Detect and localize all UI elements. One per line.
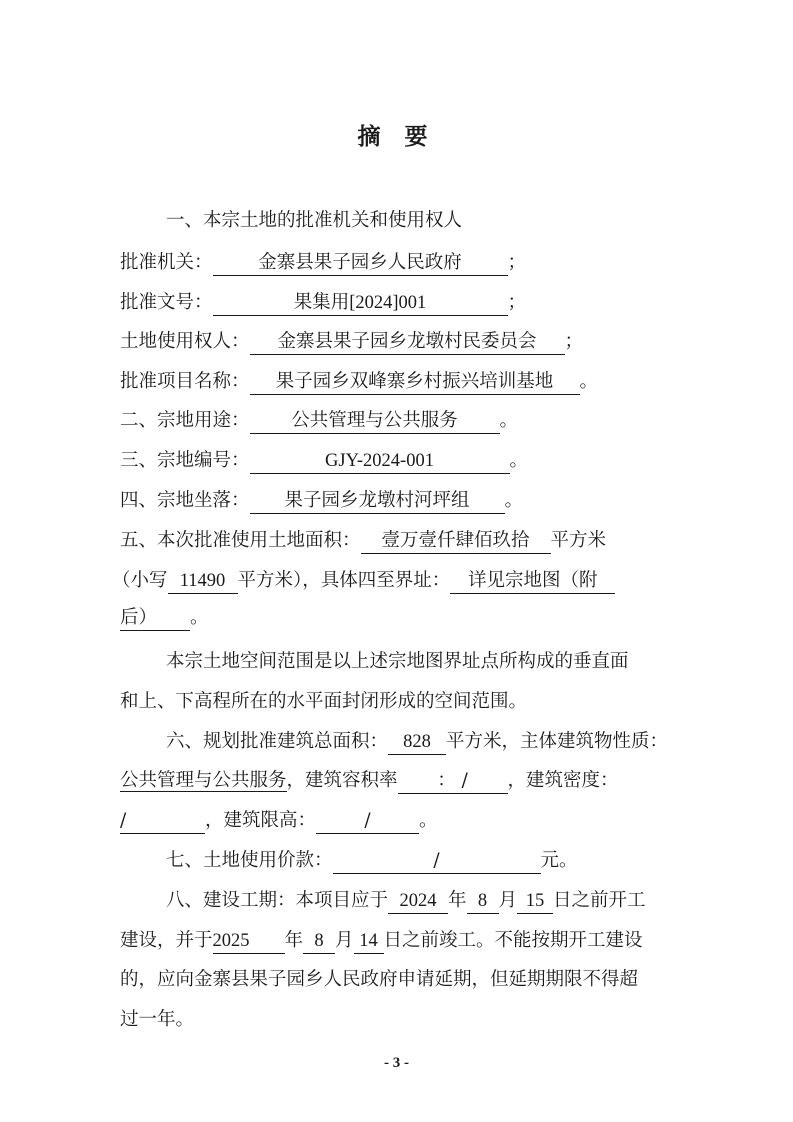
docno-value: 果集用[2024]001 — [213, 291, 508, 316]
building-density-value: / — [120, 809, 205, 834]
period-month-1: 月 — [498, 890, 518, 911]
period-month-2: 月 — [335, 930, 354, 951]
area-value-num: 11490 — [168, 569, 238, 594]
area-row-1 — [120, 527, 680, 555]
building-nature: 公共管理与公共服务 — [120, 770, 287, 791]
owner-row — [120, 328, 680, 356]
period-start-day: 15 — [517, 889, 553, 914]
building-row-3 — [120, 807, 680, 835]
period-row-4: 过一年。 — [120, 1009, 195, 1030]
section-1-heading: 一、本宗土地的批准机关和使用权人 — [166, 210, 463, 231]
area-label: 五、本次批准使用土地面积： — [120, 530, 361, 551]
building-row-2 — [120, 767, 680, 795]
period-l2a: 建设，并于 — [120, 930, 213, 951]
location-row — [120, 487, 680, 515]
period-start-year: 2024 — [388, 889, 448, 914]
building-value: 828 — [388, 730, 446, 755]
area-boundary-a: 详见宗地图（附 — [450, 569, 615, 594]
price-label: 七、土地使用价款： — [166, 850, 333, 871]
docno-row — [120, 289, 680, 317]
period-row-3: 的，应向金寨县果子园乡人民政府申请延期，但延期期限不得超 — [120, 969, 639, 990]
period-end-year: 2025 — [213, 929, 285, 954]
code-end: 。 — [509, 450, 529, 471]
area-end: 。 — [190, 607, 209, 628]
price-value: / — [333, 849, 541, 874]
period-row-1 — [166, 887, 726, 915]
building-far-label: ，建筑容积率 — [286, 770, 398, 791]
approver-label: 批准机关： — [120, 252, 213, 273]
approver-row — [120, 249, 680, 277]
location-value: 果子园乡龙墩村河坪组 — [250, 489, 505, 514]
period-label: 八、建设工期：本项目应于 — [166, 890, 389, 911]
building-label: 六、规划批准建筑总面积： — [166, 731, 389, 752]
docno-label: 批准文号： — [120, 292, 213, 313]
period-row-2 — [120, 927, 680, 955]
approver-end: ； — [507, 252, 527, 273]
building-density-label: ，建筑密度： — [507, 770, 619, 791]
code-label: 三、宗地编号： — [120, 450, 250, 471]
area-boundary-b: 后） — [120, 606, 190, 631]
owner-value: 金寨县果子园乡龙墩村民委员会 — [250, 330, 565, 355]
period-end-day: 14 — [354, 929, 384, 954]
docno-end: ； — [507, 292, 527, 313]
area-row-2 — [112, 567, 672, 595]
page-number: - 3 - — [384, 1055, 409, 1071]
period-start-month: 8 — [467, 889, 499, 914]
space-line-1: 本宗土地空间范围是以上述宗地图界址点所构成的垂直面 — [166, 651, 629, 672]
period-year-2: 年 — [284, 930, 304, 951]
period-end-month: 8 — [303, 929, 335, 954]
building-unit: 平方米，主体建筑物性质： — [446, 731, 669, 752]
approver-value: 金寨县果子园乡人民政府 — [213, 251, 508, 276]
area-small-open: （小写 — [112, 570, 168, 591]
use-end: 。 — [499, 410, 519, 431]
area-small-close: 平方米），具体四至界址： — [237, 570, 451, 591]
location-label: 四、宗地坐落： — [120, 490, 250, 511]
period-day-before-start: 日之前开工 — [553, 890, 646, 911]
project-value: 果子园乡双峰寨乡村振兴培训基地 — [250, 370, 580, 395]
project-label: 批准项目名称： — [120, 371, 250, 392]
building-far-value: ： / — [398, 769, 508, 794]
use-row — [120, 407, 680, 435]
use-value: 公共管理与公共服务 — [250, 409, 500, 434]
owner-label: 土地使用权人： — [120, 331, 250, 352]
page-title: 摘 要 — [357, 124, 436, 150]
owner-end: ； — [564, 331, 584, 352]
period-year-1: 年 — [448, 890, 467, 911]
code-value: GJY-2024-001 — [250, 449, 510, 474]
use-label: 二、宗地用途： — [120, 410, 250, 431]
period-day-before-end: 日之前竣工。不能按期开工建设 — [383, 930, 643, 951]
area-unit: 平方米 — [550, 530, 607, 551]
area-value-cn: 壹万壹仟肆佰玖拾 — [361, 529, 551, 554]
building-row-1 — [166, 728, 726, 756]
project-end: 。 — [579, 371, 599, 392]
price-end: 元。 — [540, 850, 578, 871]
building-end: 。 — [419, 810, 438, 831]
space-line-2: 和上、下高程所在的水平面封闭形成的空间范围。 — [120, 691, 528, 712]
area-row-3 — [120, 604, 680, 632]
location-end: 。 — [504, 490, 524, 511]
price-row — [166, 847, 726, 875]
code-row — [120, 447, 680, 475]
building-height-value: / — [316, 809, 419, 834]
building-height-label: ，建筑限高： — [205, 810, 317, 831]
project-row — [120, 368, 680, 396]
